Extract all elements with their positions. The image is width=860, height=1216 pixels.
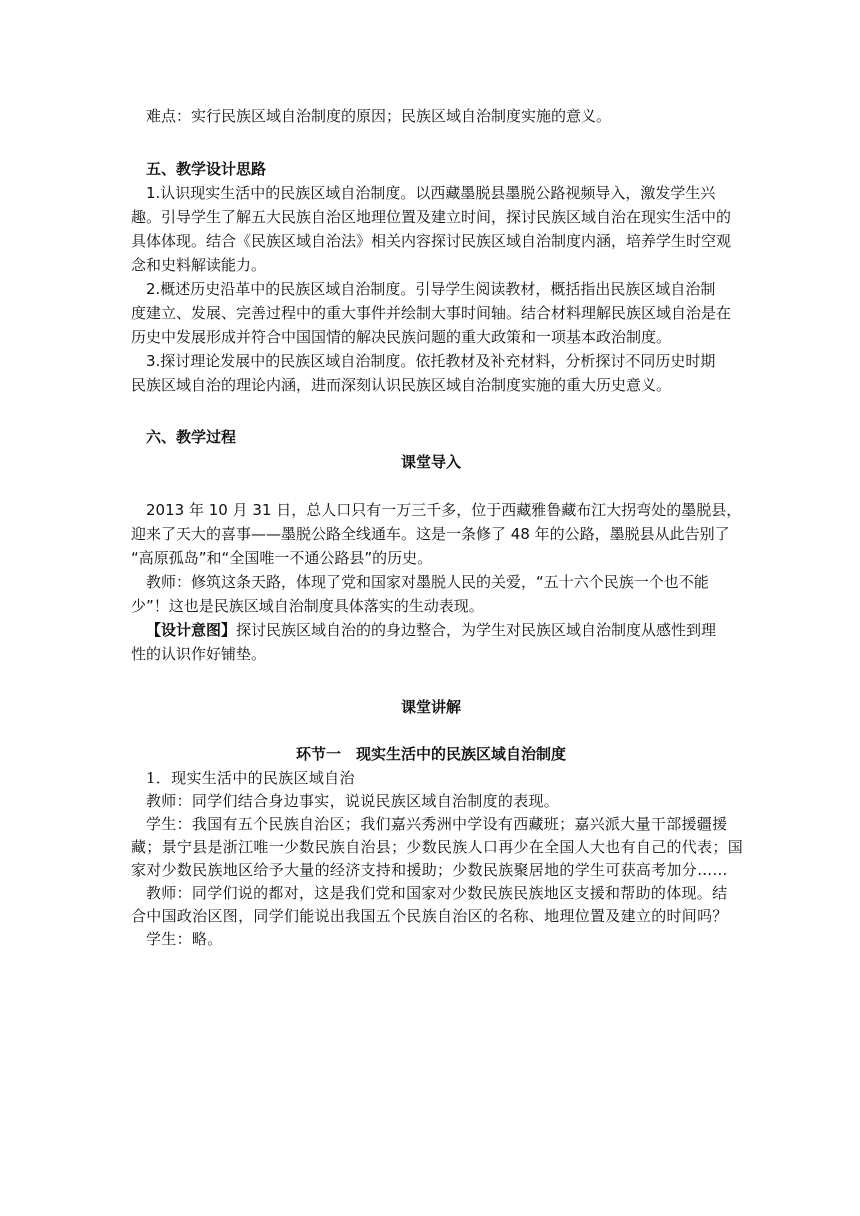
lecture-heading: 课堂讲解 [400,698,461,716]
paragraph-line: 念和史料解读能力。 [131,256,267,274]
paragraph-line: 教师：同学们说的都对，这是我们党和国家对少数民族民族地区支援和帮助的体现。结 [146,884,728,902]
paragraph-line: 学生：略。 [146,930,223,948]
paragraph-line: 趣。引导学生了解五大民族自治区地理位置及建立时间，探讨民族区域自治在现实生活中的 [131,208,732,226]
paragraph-line: 藏；景宁县是浙江唯一少数民族自治县；少数民族人口再少在全国人大也有自己的代表；国 [131,838,744,856]
difficulty-line: 难点：实行民族区域自治制度的原因；民族区域自治制度实施的意义。 [146,107,612,125]
paragraph-line: 性的认识作好铺垫。 [131,645,267,663]
section-heading-5: 五、教学设计思路 [146,160,267,178]
paragraph-line: 合中国政治区图，同学们能说出我国五个民族自治区的名称、地理位置及建立的时间吗？ [131,907,728,925]
paragraph-line: 迎来了天大的喜事——墨脱公路全线通车。这是一条修了 48 年的公路，墨脱县从此告别了 [131,525,730,543]
paragraph-line: 3.探讨理论发展中的民族区域自治制度。依托教材及补充材料，分析探讨不同历史时期 [146,352,716,370]
design-intent-line [146,619,746,641]
intro-heading: 课堂导入 [400,453,461,471]
paragraph-line: 度建立、发展、完善过程中的重大事件并绘制大事时间轴。结合材料理解民族区域自治是在 [131,304,732,322]
paragraph-line: 学生：我国有五个民族自治区；我们嘉兴秀洲中学设有西藏班；嘉兴派大量干部援疆援 [146,815,728,833]
design-intent-text: 探讨民族区域自治的的身边整合，为学生对民族区域自治制度从感性到理 [236,621,717,639]
paragraph-line: 1．现实生活中的民族区域自治 [146,769,355,787]
paragraph-line: 教师：修筑这条天路，体现了党和国家对墨脱人民的关爱，“五十六个民族一个也不能 [146,573,709,591]
paragraph-line: 2013 年 10 月 31 日，总人口只有一万三千多，位于西藏雅鲁藏布江大拐弯处的墨脱县， [146,501,742,519]
paragraph-line: 1.认识现实生活中的民族区域自治制度。以西藏墨脱县墨脱公路视频导入，激发学生兴 [146,184,716,202]
section-heading-6: 六、教学过程 [146,428,237,446]
paragraph-line: 教师：同学们结合身边事实，说说民族区域自治制度的表现。 [146,792,560,810]
paragraph-line: 家对少数民族地区给予大量的经济支持和援助；少数民族聚居地的学生可获高考加分…… [131,861,728,879]
design-intent-label: 【设计意图】 [146,621,237,639]
paragraph-line: 民族区域自治的理论内涵，进而深刻认识民族区域自治制度实施的重大历史意义。 [131,376,672,394]
paragraph-line: 少”！这也是民族区域自治制度具体落实的生动表现。 [131,597,484,615]
paragraph-line: 具体体现。结合《民族区域自治法》相关内容探讨民族区域自治制度内涵，培养学生时空观 [131,232,732,250]
paragraph-line: “高原孤岛”和“全国唯一不通公路县”的历史。 [131,549,433,567]
paragraph-line: 历史中发展形成并符合中国国情的解决民族问题的重大政策和一项基本政治制度。 [131,328,672,346]
link1-heading: 环节一 现实生活中的民族区域自治制度 [295,745,566,763]
paragraph-line: 2.概述历史沿革中的民族区域自治制度。引导学生阅读教材，概括指出民族区域自治制 [146,280,716,298]
